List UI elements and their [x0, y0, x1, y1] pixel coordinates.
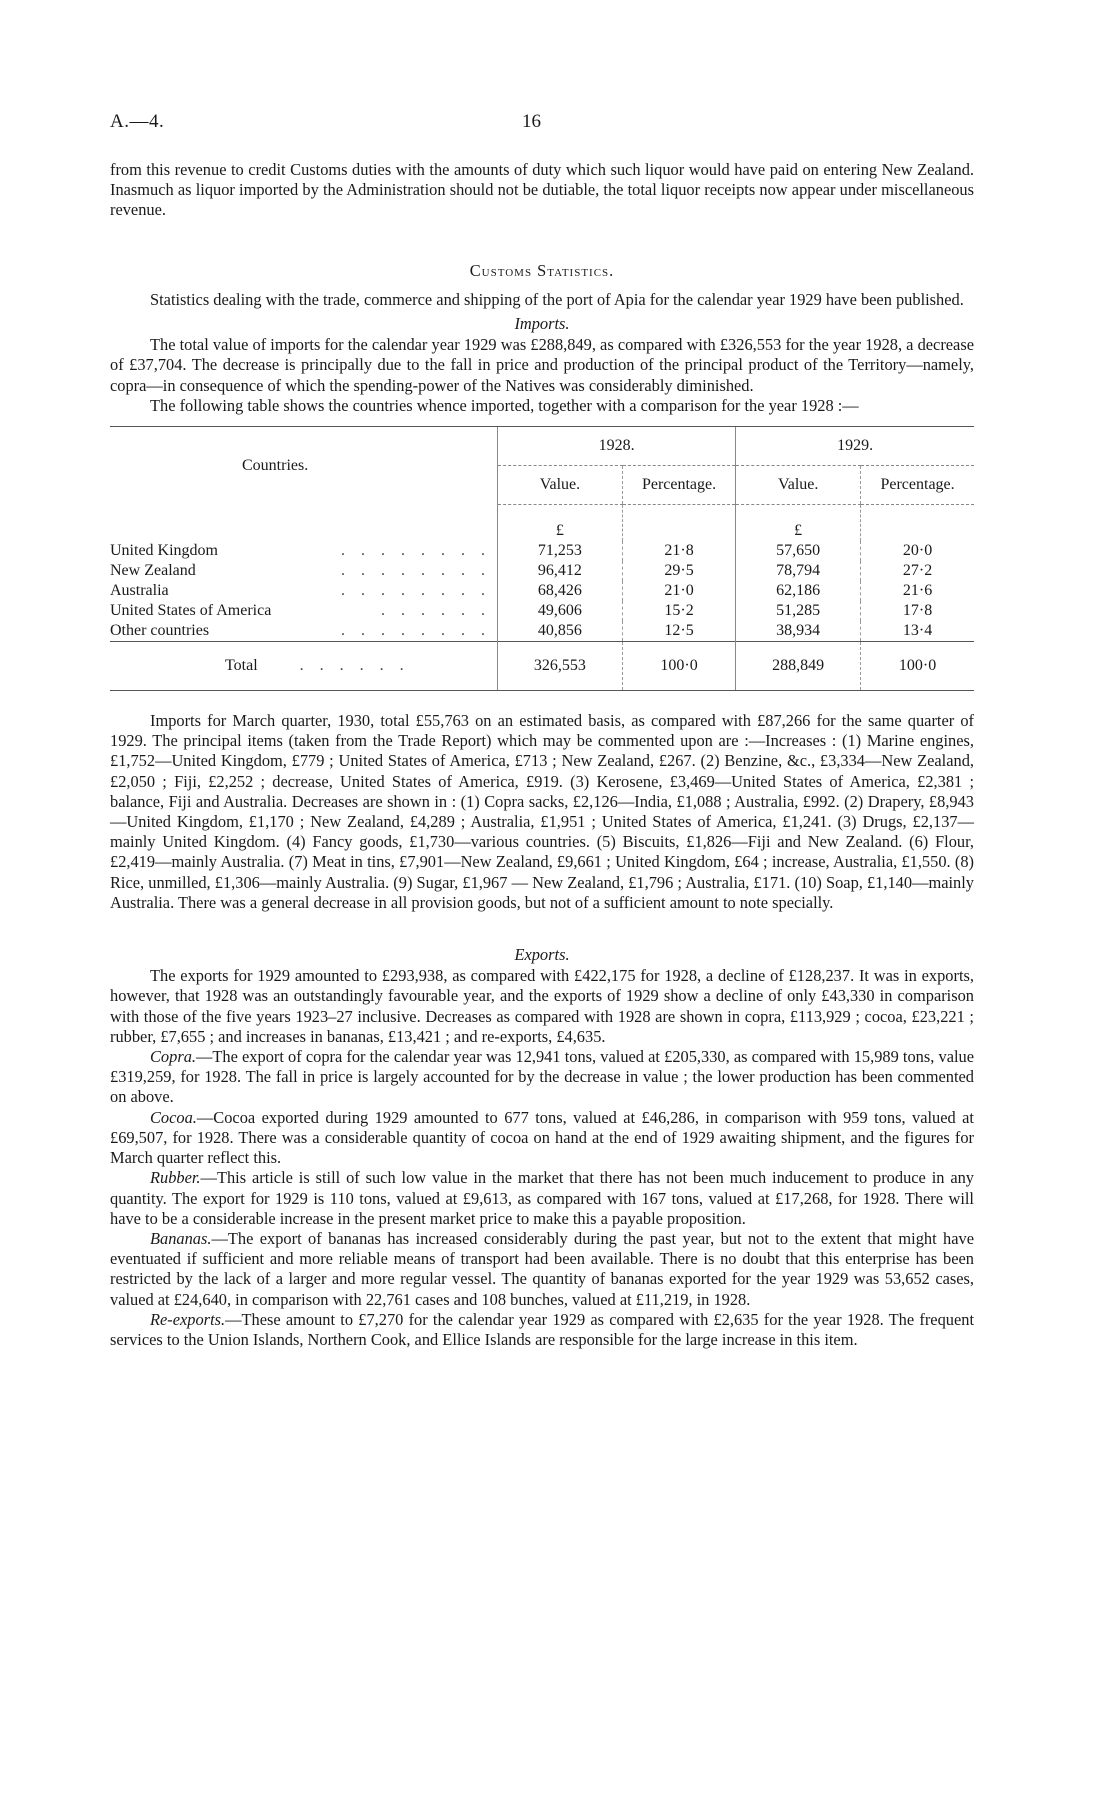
total-value-1929: 288,849 — [736, 642, 861, 691]
percentage-1928: 15·2 — [622, 601, 735, 621]
total-percentage-1928: 100·0 — [622, 642, 735, 691]
export-item-paragraph — [110, 1229, 974, 1310]
country-name: United States of America — [110, 602, 272, 620]
table-row — [110, 541, 974, 561]
page-header — [110, 112, 974, 140]
percentage-1928: 29·5 — [622, 561, 735, 581]
percentage-1929: 20·0 — [861, 541, 974, 561]
export-item-label: Cocoa. — [150, 1107, 197, 1127]
value-1928: 49,606 — [497, 601, 622, 621]
export-item-paragraph — [110, 1310, 974, 1350]
country-name: Other countries — [110, 622, 210, 640]
pound-symbol-1928: £ — [497, 505, 622, 542]
percentage-1929-header: Percentage. — [861, 466, 974, 505]
export-item-label: Copra. — [150, 1047, 196, 1067]
imports-heading: Imports. — [514, 314, 570, 334]
country-name: United Kingdom — [110, 542, 218, 560]
country-name: New Zealand — [110, 562, 196, 580]
total-percentage-1929: 100·0 — [861, 642, 974, 691]
percentage-1929: 17·8 — [861, 601, 974, 621]
export-item-paragraph — [110, 1047, 974, 1108]
row-leader: . . . . . . . . — [340, 542, 491, 560]
total-value-1928: 326,553 — [497, 642, 622, 691]
intro-paragraph: from this revenue to credit Customs duties with the amounts of duty which such liquor would have paid on entering New Zealand. Inasmuch as liquor imported by the Administration should not be dutiable, the total liquor receipts now appear under miscellaneous revenue. — [110, 160, 974, 220]
imports-quarter-paragraph: Imports for March quarter, 1930, total £55,763 on an estimated basis, as compared with £87,266 for the same quarter of 1929. The principal items (taken from the Trade Report) which may be commented upon are :—Increases : (1) Marine engines, £1,752—United Kingdom, £779 ; United States of America, £713 ; New Zealand, £267. (2) Benzine, &c., £3,334—New Zealand, £2,050 ; Fiji, £2,252 ; decrease, United States of America, £919. (3) Kerosene, £3,469—United States of America, £2,381 ; balance, Fiji and Australia. Decreases are shown in : (1) Copra sacks, £2,126—India, £1,088 ; Australia, £992. (2) Drapery, £8,943—United Kingdom, £1,170 ; New Zealand, £4,289 ; Australia, £1,951 ; United States of America, £1,241. (3) Drugs, £2,137—mainly United Kingdom. (4) Fancy goods, £1,730—various countries. (5) Biscuits, £1,826—Fiji and New Zealand. (6) Flour, £2,419—mainly Australia. (7) Meat in tins, £7,901—New Zealand, £9,661 ; United Kingdom, £64 ; increase, Australia, £1,550. (8) Rice, unmilled, £1,306—mainly Australia. (9) Sugar, £1,967 — New Zealand, £1,796 ; Australia, £171. (10) Soap, £1,140—mainly Australia. There was a general decrease in all provision goods, but not of a sufficient amount to note specially. — [110, 711, 974, 912]
value-1929-header: Value. — [736, 466, 861, 505]
exports-items — [110, 1047, 974, 1350]
percentage-1929: 21·6 — [861, 581, 974, 601]
table-row — [110, 621, 974, 642]
page-reference: A.—4. — [110, 111, 165, 132]
row-leader: . . . . . . — [380, 602, 491, 620]
export-item-text: —The export of copra for the calendar year was 12,941 tons, valued at £205,330, as compared with 15,989 tons, value £319,259, for 1928. The fall in price is largely accounted for by the decrease in value ; the lower production has been commented on above. — [110, 1047, 974, 1107]
document-page — [110, 112, 974, 1350]
value-1928: 96,412 — [497, 561, 622, 581]
export-item-label: Re-exports. — [150, 1309, 226, 1329]
row-leader: . . . . . . . . — [340, 562, 491, 580]
percentage-1928-header: Percentage. — [622, 466, 735, 505]
section-title: Customs Statistics. — [469, 260, 615, 280]
percentage-1928: 21·0 — [622, 581, 735, 601]
value-1929: 78,794 — [736, 561, 861, 581]
value-1928: 71,253 — [497, 541, 622, 561]
row-leader: . . . . . . . . — [340, 622, 491, 640]
value-1928-header: Value. — [497, 466, 622, 505]
year-1928-header: 1928. — [497, 427, 735, 466]
export-item-paragraph — [110, 1168, 974, 1229]
value-1929: 51,285 — [736, 601, 861, 621]
export-item-text: —These amount to £7,270 for the calendar year 1929 as compared with £2,635 for the year 1928. The frequent services to the Union Islands, Northern Cook, and Ellice Islands are responsible for the large increase in this item. — [110, 1309, 974, 1349]
countries-header: Countries. — [110, 427, 497, 505]
export-item-text: —Cocoa exported during 1929 amounted to 677 tons, valued at £46,286, in comparison with 959 tons, valued at £69,507, for 1928. There was a considerable quantity of cocoa on hand at the end of 1929 awaiting shipment, and the figures for March quarter reflect this. — [110, 1107, 974, 1168]
exports-heading: Exports. — [514, 945, 570, 965]
export-item-label: Rubber. — [150, 1168, 201, 1188]
export-item-label: Bananas. — [150, 1228, 212, 1248]
imports-table — [110, 426, 974, 691]
percentage-1929: 27·2 — [861, 561, 974, 581]
total-row — [110, 642, 974, 691]
section-intro: Statistics dealing with the trade, commerce and shipping of the port of Apia for the calendar year 1929 have been published. — [150, 289, 964, 309]
page-number: 16 — [522, 111, 541, 132]
table-row — [110, 581, 974, 601]
total-label: Total — [225, 657, 258, 675]
value-1928: 68,426 — [497, 581, 622, 601]
value-1929: 38,934 — [736, 621, 861, 642]
percentage-1928: 21·8 — [622, 541, 735, 561]
table-row — [110, 601, 974, 621]
export-item-text: —This article is still of such low value in the market that there has not been much inducement to produce in any quantity. The export for 1929 is 110 tons, valued at £9,613, as compared with 167 tons, valued at £17,268, for 1928. There will have to be a considerable increase in the present market price to make this a payable proposition. — [110, 1168, 974, 1228]
year-1929-header: 1929. — [736, 427, 974, 466]
percentage-1928: 12·5 — [622, 621, 735, 642]
pound-symbol-1929: £ — [736, 505, 861, 542]
country-name: Australia — [110, 582, 169, 600]
export-item-text: —The export of bananas has increased considerably during the past year, but not to the extent that might have eventuated if sufficient and more reliable means of transport had been available. There is no doubt that this enterprise has been restricted by the lack of a larger and more regular vessel. The quantity of bananas exported for the year 1929 was 53,652 cases, valued at £24,640, in comparison with 22,761 cases and 108 bunches, valued at £11,219, in 1928. — [110, 1228, 974, 1309]
value-1929: 62,186 — [736, 581, 861, 601]
export-item-paragraph — [110, 1108, 974, 1169]
exports-intro: The exports for 1929 amounted to £293,938, as compared with £422,175 for 1928, a decline of £128,237. It was in exports, however, that 1928 was an outstandingly favourable year, and the exports of 1929 show a decline of only £43,330 in comparison with those of the five years 1923–27 inclusive. Decreases as compared with 1928 are shown in copra, £113,929 ; cocoa, £23,221 ; rubber, £7,655 ; and increases in bananas, £13,421 ; and re-exports, £4,635. — [110, 966, 974, 1046]
row-leader: . . . . . . . . — [340, 582, 491, 600]
imports-paragraph-1: The total value of imports for the calendar year 1929 was £288,849, as compared with £326,553 for the year 1928, a decrease of £37,704. The decrease is principally due to the fall in price and production of the principal product of the Territory—namely, copra—in consequence of which the spending-power of the Natives was considerably diminished. — [110, 335, 974, 395]
table-row — [110, 561, 974, 581]
imports-paragraph-2: The following table shows the countries whence imported, together with a comparison for the year 1928 :— — [150, 395, 859, 415]
total-leader: . . . . . . — [299, 657, 410, 675]
value-1928: 40,856 — [497, 621, 622, 642]
value-1929: 57,650 — [736, 541, 861, 561]
percentage-1929: 13·4 — [861, 621, 974, 642]
